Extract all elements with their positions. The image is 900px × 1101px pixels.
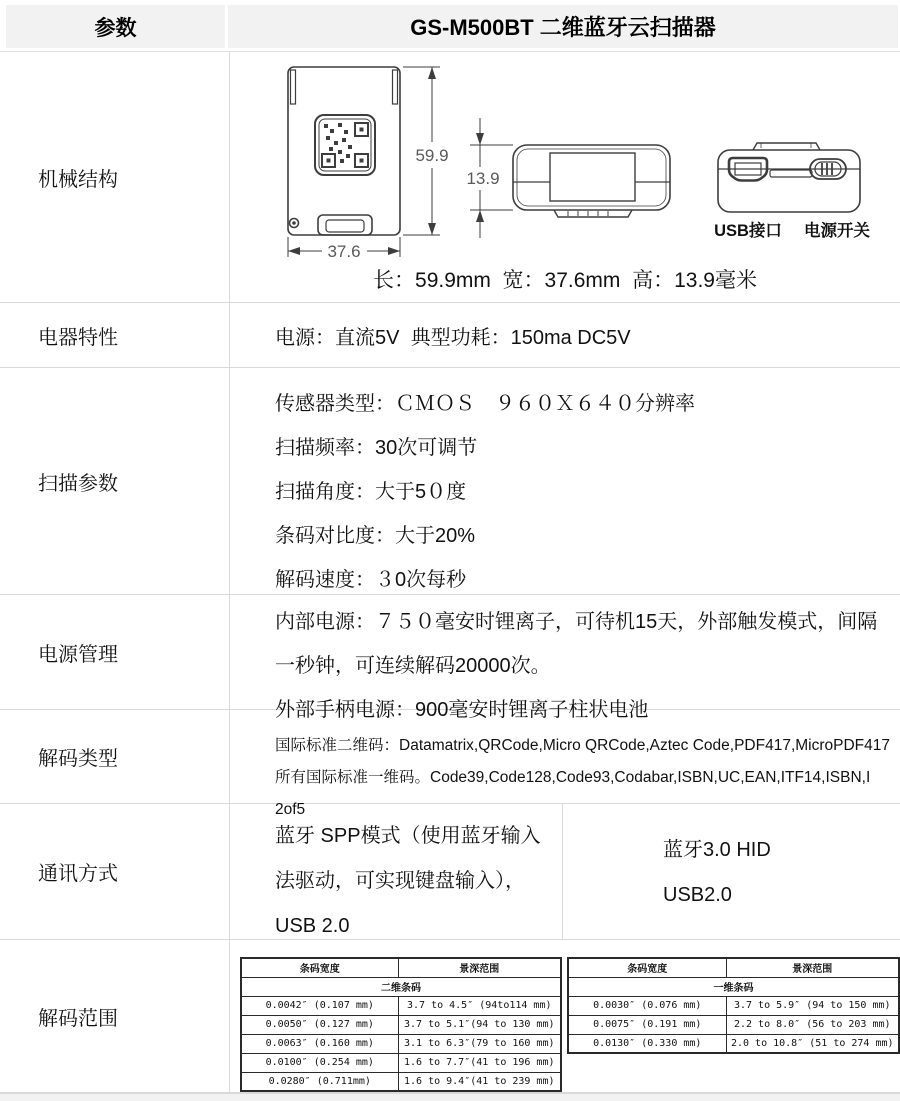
dim-thickness-value: 13.9 xyxy=(466,169,500,188)
power-switch-label: 电源开关 xyxy=(804,222,870,240)
range-1d-r3-depth: 2.0 to 10.8″ (51 to 274 mm) xyxy=(726,1034,899,1053)
footer-strip xyxy=(0,1093,900,1101)
range-2d-col-depth: 景深范围 xyxy=(398,958,561,977)
row-label-decode-types: 解码类型 xyxy=(0,710,230,803)
dimensions-summary: 长：59.9mm 宽：37.6mm 高：13.9毫米 xyxy=(373,269,757,292)
table-row xyxy=(568,1015,899,1034)
range-2d-col-width: 条码宽度 xyxy=(241,958,398,977)
range-1d-group: 一维条码 xyxy=(568,977,899,996)
range-2d-r3-width: 0.0063″ (0.160 mm) xyxy=(241,1034,398,1053)
electrical-content xyxy=(230,303,900,367)
range-2d-r2-width: 0.0050″ (0.127 mm) xyxy=(241,1015,398,1034)
header-band xyxy=(6,5,898,48)
range-1d-r1-depth: 3.7 to 5.9″ (94 to 150 mm) xyxy=(726,996,899,1015)
range-2d-r1-depth: 3.7 to 4.5″ (94to114 mm) xyxy=(398,996,561,1015)
bottom-view-drawing xyxy=(718,143,860,212)
table-row xyxy=(241,1072,561,1091)
range-2d-r5-depth: 1.6 to 9.4″(41 to 239 mm) xyxy=(398,1072,561,1091)
table-row xyxy=(241,1015,561,1034)
range-2d-r4-depth: 1.6 to 7.7″(41 to 196 mm) xyxy=(398,1053,561,1072)
range-2d-group: 二维条码 xyxy=(241,977,561,996)
dim-width-value: 37.6 xyxy=(327,242,361,260)
range-2d-r5-width: 0.0280″ (0.711mm) xyxy=(241,1072,398,1091)
communication-usb: USB2.0 xyxy=(663,884,732,906)
communication-content xyxy=(230,804,900,939)
power-content xyxy=(230,595,900,721)
row-label-scanning: 扫描参数 xyxy=(0,368,230,594)
header-row xyxy=(0,0,900,52)
row-label-electrical: 电器特性 xyxy=(0,303,230,367)
table-row xyxy=(568,996,899,1015)
scan-contrast: 条码对比度：大于20% xyxy=(275,525,476,547)
scan-frequency: 扫描频率：30次可调节 xyxy=(275,437,478,459)
electrical-value: 电源：直流5V 典型功耗：150ma DC5V xyxy=(275,326,631,349)
range-2d-r2-depth: 3.7 to 5.1″(94 to 130 mm) xyxy=(398,1015,561,1034)
scanning-content xyxy=(230,368,900,594)
row-power xyxy=(0,595,900,721)
dim-length xyxy=(403,67,449,235)
range-1d-col-width: 条码宽度 xyxy=(568,958,726,977)
row-label-mechanical: 机械结构 xyxy=(0,52,230,302)
table-row xyxy=(241,996,561,1015)
dim-length-value: 59.9 xyxy=(415,146,449,165)
side-view-drawing xyxy=(513,145,670,217)
decode-types-content xyxy=(230,710,900,818)
range-2d-r3-depth: 3.1 to 6.3″(79 to 160 mm) xyxy=(398,1034,561,1053)
row-label-decode-range: 解码范围 xyxy=(0,940,230,1092)
communication-spp: 蓝牙 SPP模式（使用蓝牙输入法驱动，可实现键盘输入），USB 2.0 xyxy=(230,804,563,939)
communication-hid xyxy=(563,804,900,939)
range-1d-r2-width: 0.0075″ (0.191 mm) xyxy=(568,1015,726,1034)
scan-angle: 扫描角度：大于5０度 xyxy=(275,481,467,503)
row-mechanical xyxy=(0,52,900,303)
scanner-technical-drawing xyxy=(230,60,900,260)
usb-port-label: USB接口 xyxy=(714,222,782,240)
power-external: 外部手柄电源：900毫安时锂离子柱状电池 xyxy=(275,699,649,721)
decode-types-2d: 国际标准二维码：Datamatrix,QRCode,Micro QRCode,Aztec Code,PDF417,MicroPDF417 xyxy=(275,737,891,754)
product-title: GS-M500BT 二维蓝牙云扫描器 xyxy=(410,15,716,40)
range-table-2d xyxy=(240,957,562,1092)
scan-decode-speed: 解码速度：３0次每秒 xyxy=(275,569,467,591)
range-2d-r1-width: 0.0042″ (0.107 mm) xyxy=(241,996,398,1015)
table-row xyxy=(568,1034,899,1053)
mechanical-content xyxy=(230,52,900,302)
dim-width xyxy=(288,237,400,260)
power-internal: 内部电源：７５０毫安时锂离子，可待机15天，外部触发模式，间隔一秒钟，可连续解码20000次。 xyxy=(275,611,878,677)
range-1d-col-depth: 景深范围 xyxy=(726,958,899,977)
communication-bt-hid: 蓝牙3.0 HID xyxy=(663,839,771,861)
table-row xyxy=(241,1053,561,1072)
range-1d-r3-width: 0.0130″ (0.330 mm) xyxy=(568,1034,726,1053)
row-communication xyxy=(0,804,900,940)
header-param-label: 参数 xyxy=(6,5,228,48)
row-decode-range xyxy=(0,940,900,1093)
row-decode-types xyxy=(0,710,900,818)
scan-sensor-type: 传感器类型：ＣＭＯＳ ９６０Ｘ６４０分辨率 xyxy=(275,393,695,415)
range-1d-r2-depth: 2.2 to 8.0″ (56 to 203 mm) xyxy=(726,1015,899,1034)
row-label-communication: 通讯方式 xyxy=(0,804,230,939)
decode-range-content xyxy=(230,940,900,1092)
row-electrical xyxy=(0,303,900,368)
row-label-power: 电源管理 xyxy=(0,595,230,709)
table-row xyxy=(241,1034,561,1053)
range-table-1d xyxy=(567,957,900,1054)
decode-types-1d: 所有国际标准一维码。Code39,Code128,Code93,Codabar,ISBN,UC,EAN,ITF14,ISBN,I 2of5 xyxy=(275,769,871,818)
row-scanning xyxy=(0,368,900,595)
range-2d-r4-width: 0.0100″ (0.254 mm) xyxy=(241,1053,398,1072)
dim-thickness xyxy=(466,118,513,238)
qr-code-graphic xyxy=(315,115,375,175)
front-view-drawing xyxy=(288,67,400,235)
range-1d-r1-width: 0.0030″ (0.076 mm) xyxy=(568,996,726,1015)
